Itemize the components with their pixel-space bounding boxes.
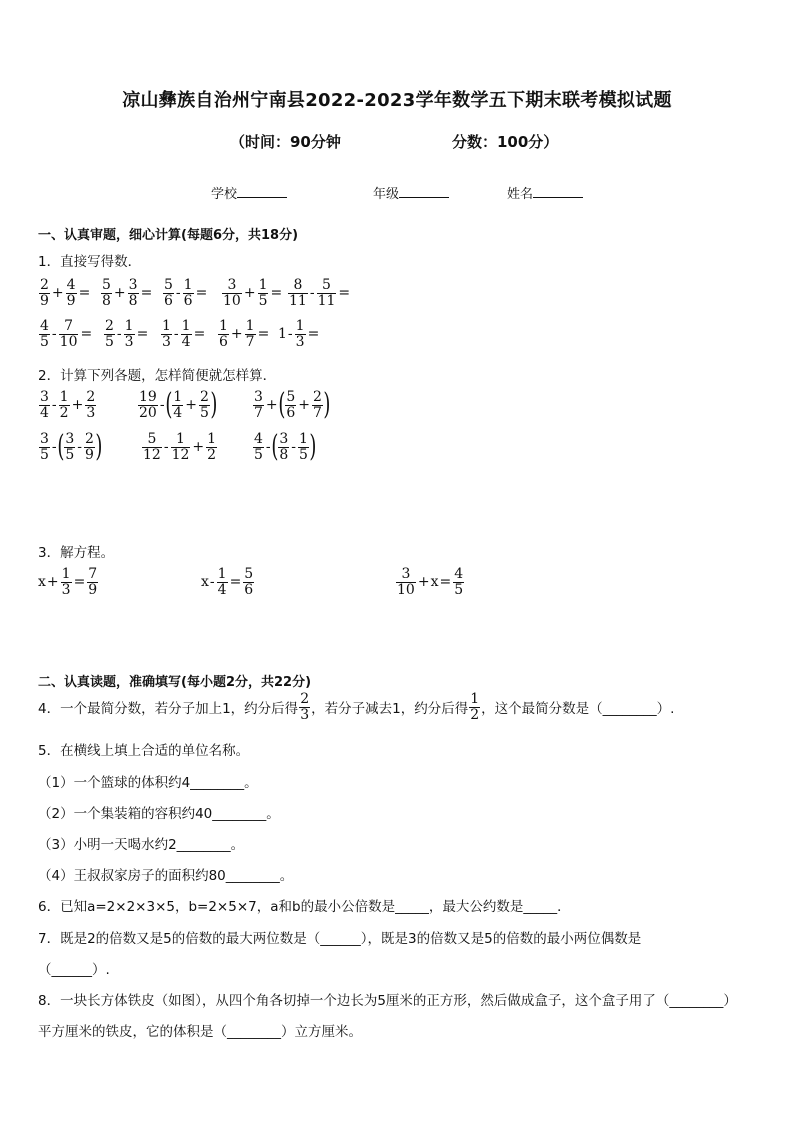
q1-item-3: $\frac{5}{6}$ - $\frac{1}{6}$ = [164,277,208,309]
name-field [507,183,583,202]
question-7: 7．既是2的倍数又是5的倍数的最大两位数是（______），既是3的倍数又是5的倍数的最小两位偶数是 [38,931,642,947]
q1-item-10: 1 - $\frac{1}{3}$ = [278,318,320,350]
q2-item-5: $\frac{5}{12}$ - $\frac{1}{12}$ + $\frac{1}{2}$ [143,431,217,463]
q3-item-3: $\frac{3}{10}$ + x = $\frac{4}{5}$ [397,566,464,598]
q1-item-2: $\frac{5}{8}$ + $\frac{3}{8}$ = [102,277,153,309]
question-8-cont: 平方厘米的铁皮，它的体积是（________）立方厘米。 [38,1024,362,1040]
question-8: 8．一块长方体铁皮（如图），从四个角各切掉一个边长为5厘米的正方形，然后做成盒子，这个盒子用了（________） [38,993,737,1009]
grade-field [373,183,449,202]
q1-item-5: $\frac{8}{11}$ - $\frac{5}{11}$ = [289,277,351,309]
question-2: 2．计算下列各题，怎样简便就怎样算． [38,368,277,384]
name-label: 姓名 [507,187,534,202]
question-4: 4．一个最简分数，若分子加上1，约分后得 $\frac{2}{3}$ ，若分子减去1，约分后得 $\frac{1}{2}$ ，这个最简分数是（________）. [38,691,675,723]
question-6: 6．已知a=2×2×3×5，b=2×5×7，a和b的最小公倍数是_____，最大公约数是_____． [38,899,571,915]
q2-item-6: $\frac{4}{5}$ - ( $\frac{3}{8}$ - $\frac{1}{5}$ ) [254,429,317,465]
exam-score: 分数：100分） [452,133,559,151]
page-title: 凉山彝族自治州宁南县2022-2023学年数学五下期末联考模拟试题 [122,90,672,111]
q1-item-6: $\frac{4}{5}$ - $\frac{7}{10}$ = [40,318,93,350]
question-5-3: （3）小明一天喝水约2________。 [38,837,245,853]
q3-item-2: x - $\frac{1}{4}$ = $\frac{5}{6}$ [201,566,254,598]
question-5-1: （1）一个篮球的体积约4________。 [38,775,258,791]
question-1: 1．直接写得数． [38,254,142,270]
q2-item-3: $\frac{3}{7}$ + ( $\frac{5}{6}$ + $\frac{2}{7}$ ) [254,387,331,423]
question-5-4: （4）王叔叔家房子的面积约80________。 [38,868,294,884]
school-blank[interactable] [237,197,287,198]
q2-item-2: $\frac{19}{20}$ - ( $\frac{1}{4}$ + $\frac{2}{5}$ ) [139,387,218,423]
question-5-2: （2）一个集装箱的容积约40________。 [38,806,280,822]
q2-item-1: $\frac{3}{4}$ - $\frac{1}{2}$ + $\frac{2}{3}$ [40,389,96,421]
question-5: 5．在横线上填上合适的单位名称。 [38,743,250,759]
q1-item-7: $\frac{2}{5}$ - $\frac{1}{3}$ = [105,318,149,350]
question-7-cont: （______）. [38,962,110,978]
grade-label: 年级 [373,187,400,202]
q1-item-8: $\frac{1}{3}$ - $\frac{1}{4}$ = [162,318,206,350]
q1-item-9: $\frac{1}{6}$ + $\frac{1}{7}$ = [219,318,270,350]
school-field [211,183,287,202]
grade-blank[interactable] [399,197,449,198]
fraction: $\frac{4}{9}$ [66,277,76,309]
fraction: $\frac{2}{9}$ [40,277,49,309]
section1-heading: 一、认真审题，细心计算(每题6分，共18分) [38,228,299,243]
q1-item-1: $\frac{2}{9}$ + $\frac{4}{9}$ = [40,277,91,309]
exam-time: （时间：90分钟 [230,133,341,151]
name-blank[interactable] [533,197,583,198]
section2-heading: 二、认真读题，准确填写(每小题2分，共22分) [38,675,312,690]
q3-item-1: x + $\frac{1}{3}$ = $\frac{7}{9}$ [38,566,98,598]
question-3: 3．解方程。 [38,545,115,561]
q2-item-4: $\frac{3}{5}$ - ( $\frac{3}{5}$ - $\frac{2}{9}$ ) [40,429,103,465]
q1-item-4: $\frac{3}{10}$ + $\frac{1}{5}$ = [223,277,283,309]
school-label: 学校 [211,187,238,202]
